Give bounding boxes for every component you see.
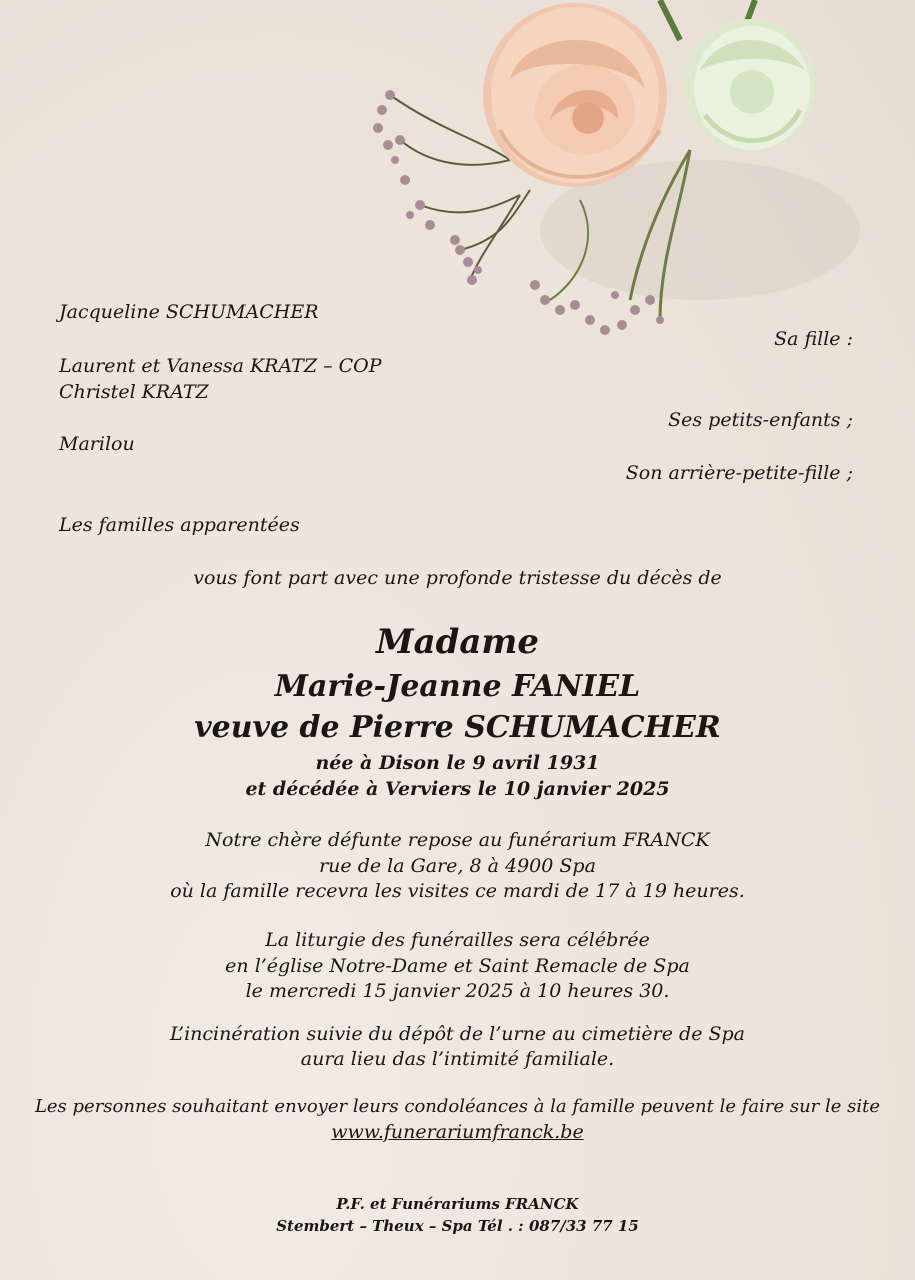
footer-contact: Stembert – Theux – Spa Tél . : 087/33 77 15 (276, 1217, 639, 1235)
flower-decoration-icon (360, 0, 860, 360)
deceased-title: Madame (375, 622, 540, 662)
grandchildren-line-1: Laurent et Vanessa KRATZ – COP (59, 355, 382, 377)
condolences-text: Les personnes souhaitant envoyer leurs condoléances à la famille peuvent le faire sur le site (34, 1096, 881, 1117)
grandchildren-line-2: Christel KRATZ (59, 381, 209, 403)
grandchildren-role: Ses petits-enfants ; (668, 409, 853, 431)
cremation-line-1: L’incinération suivie du dépôt de l’urne au cimetière de Spa (170, 1023, 745, 1045)
visitation-line-3: où la famille recevra les visites ce mardi de 17 à 19 heures. (170, 880, 745, 902)
daughter-role: Sa fille : (774, 328, 853, 350)
funeral-line-1: La liturgie des funérailles sera célébrée (265, 929, 650, 951)
cremation-line-2: aura lieu das l’intimité familiale. (300, 1048, 615, 1070)
related-families: Les familles apparentées (59, 514, 300, 536)
funeral-line-2: en l’église Notre-Dame et Saint Remacle de Spa (225, 955, 690, 977)
visitation-line-2: rue de la Gare, 8 à 4900 Spa (319, 855, 596, 877)
footer-company: P.F. et Funérariums FRANCK (336, 1195, 579, 1213)
deceased-name: Marie-Jeanne FANIEL (274, 669, 641, 704)
deceased-spouse: veuve de Pierre SCHUMACHER (194, 710, 721, 745)
visitation-line-1: Notre chère défunte repose au funérarium FRANCK (205, 829, 710, 851)
announcement-text: vous font part avec une profonde tristesse du décès de (193, 567, 722, 589)
great-grandchild-role: Son arrière-petite-fille ; (625, 462, 853, 484)
funeral-line-3: le mercredi 15 janvier 2025 à 10 heures 30. (245, 980, 670, 1002)
daughter-name: Jacqueline SCHUMACHER (59, 301, 319, 323)
deceased-death: et décédée à Verviers le 10 janvier 2025 (245, 778, 670, 800)
deceased-birth: née à Dison le 9 avril 1931 (315, 752, 600, 774)
great-grandchild-name: Marilou (59, 433, 135, 455)
condolences-link[interactable]: www.funerariumfranck.be (331, 1121, 584, 1143)
